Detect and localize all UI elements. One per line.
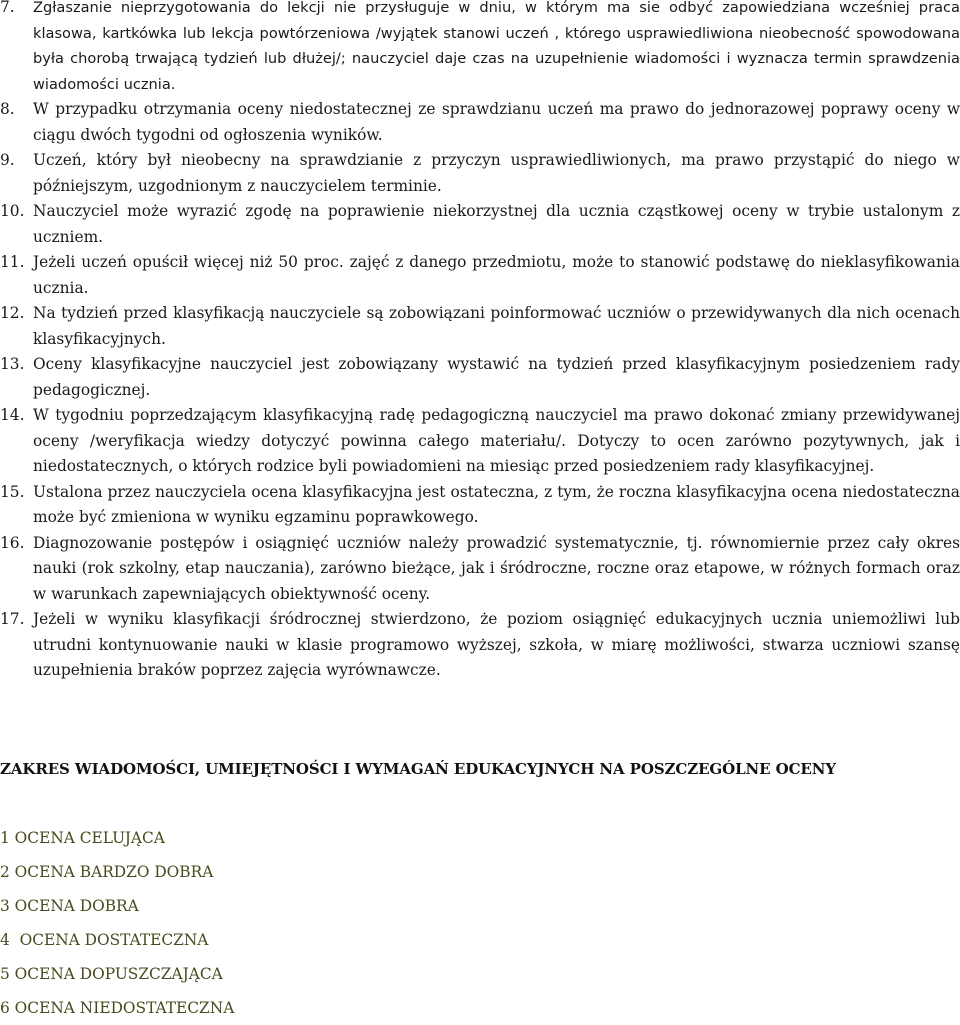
section-heading: ZAKRES WIADOMOŚCI, UMIEJĘTNOŚCI I WYMAGAŃ EDUKACYJNYCH NA POSZCZEGÓLNE OCENY (0, 760, 836, 778)
rule-text: Na tydzień przed klasyfikacją nauczyciele są zobowiązani poinformować uczniów o przewidywanych dla nich ocenach klasyfikacyjnych. (33, 304, 960, 348)
grade-item-celujaca: 1 OCENA CELUJĄCA (0, 829, 165, 847)
grade-item-dostateczna: 4 OCENA DOSTATECZNA (0, 931, 209, 949)
rule-item-11 (0, 250, 960, 301)
rule-text: Jeżeli uczeń opuścił więcej niż 50 proc. zajęć z danego przedmiotu, może to stanowić podstawę do nieklasyfikowania ucznia. (33, 253, 960, 297)
rule-item-12 (0, 301, 960, 352)
rule-item-9 (0, 148, 960, 199)
rule-number: 8. (0, 100, 15, 118)
rule-number: 15. (0, 482, 25, 501)
rule-number: 10. (0, 202, 25, 220)
grade-item-niedostateczna: 6 OCENA NIEDOSTATECZNA (0, 999, 235, 1017)
rule-number: 17. (0, 610, 25, 628)
rule-text: Diagnozowanie postępów i osiągnięć uczniów należy prowadzić systematycznie, tj. równomiernie przez cały okres nauki (rok szkolny, etap nauczania), zarówno bieżące, jak i śródroczne, roczne oraz etapowe, w różnych formach oraz w warunkach zapewniających obiektywność oceny. (33, 533, 960, 603)
rule-text: Ustalona przez nauczyciela ocena klasyfikacyjna jest ostateczna, z tym, że roczna klasyfikacyjna ocena niedostateczna może być zmieniona w wyniku egzaminu poprawkowego. (33, 482, 960, 526)
rule-number: 16. (0, 533, 25, 552)
rule-text: Jeżeli w wyniku klasyfikacji śródrocznej stwierdzono, że poziom osiągnięć edukacyjnych ucznia uniemożliwi lub utrudni kontynuowanie nauki w klasie programowo wyższej, szkoła, w miarę możliwości, stwarza uczniowi szansę uzupełnienia braków poprzez zajęcia wyrównawcze. (33, 610, 960, 679)
rule-text: Nauczyciel może wyrazić zgodę na poprawienie niekorzystnej dla ucznia cząstkowej oceny w trybie ustalonym z uczniem. (33, 202, 960, 246)
rule-text: Uczeń, który był nieobecny na sprawdzianie z przyczyn usprawiedliwionych, ma prawo przystąpić do niego w późniejszym, uzgodnionym z nauczycielem terminie. (33, 151, 960, 195)
rule-item-8 (0, 97, 960, 148)
rule-number: 13. (0, 355, 25, 373)
rule-text: W przypadku otrzymania oceny niedostatecznej ze sprawdzianu uczeń ma prawo do jednorazowej poprawy oceny w ciągu dwóch tygodni od ogłoszenia wyników. (33, 100, 960, 144)
rule-item-13 (0, 352, 960, 403)
rule-item-7 (0, 0, 960, 97)
rule-text: Zgłaszanie nieprzygotowania do lekcji nie przysługuje w dniu, w którym ma sie odbyć zapowiedziana wcześniej praca klasowa, kartkówka lub lekcja powtórzeniowa /wyjątek stanowi uczeń , którego usprawiedliwiona nieobecność spowodowana była chorobą trwającą tydzień lub dłużej/; nauczyciel daje czas na uzupełnienie wiadomości i wyznacza termin sprawdzenia wiadomości ucznia. (33, 0, 960, 93)
rule-text: Oceny klasyfikacyjne nauczyciel jest zobowiązany wystawić na tydzień przed klasyfikacyjnym posiedzeniem rady pedagogicznej. (33, 355, 960, 399)
rule-number: 11. (0, 253, 25, 271)
grades-list (0, 821, 234, 1025)
rule-number: 9. (0, 151, 15, 169)
grade-item-dopuszczajaca: 5 OCENA DOPUSZCZAJĄCA (0, 965, 223, 983)
rule-item-16 (0, 531, 960, 608)
rule-text: W tygodniu poprzedzającym klasyfikacyjną radę pedagogiczną nauczyciel ma prawo dokonać zmiany przewidywanej oceny /weryfikacja wiedzy dotyczyć powinna całego materiału/. Dotyczy to ocen zarówno pozytywnych, jak i niedostatecznych, o których rodzice byli powiadomieni na miesiąc przed posiedzeniem rady klasyfikacyjnej. (33, 406, 960, 475)
rule-number: 14. (0, 406, 25, 424)
rule-item-17 (0, 607, 960, 684)
rule-item-15 (0, 480, 960, 531)
rule-item-10 (0, 199, 960, 250)
rule-number: 12. (0, 304, 25, 322)
rule-item-14 (0, 403, 960, 480)
grade-item-dobra: 3 OCENA DOBRA (0, 897, 139, 915)
grade-item-bardzo-dobra: 2 OCENA BARDZO DOBRA (0, 863, 214, 881)
rule-number: 7. (0, 0, 15, 16)
